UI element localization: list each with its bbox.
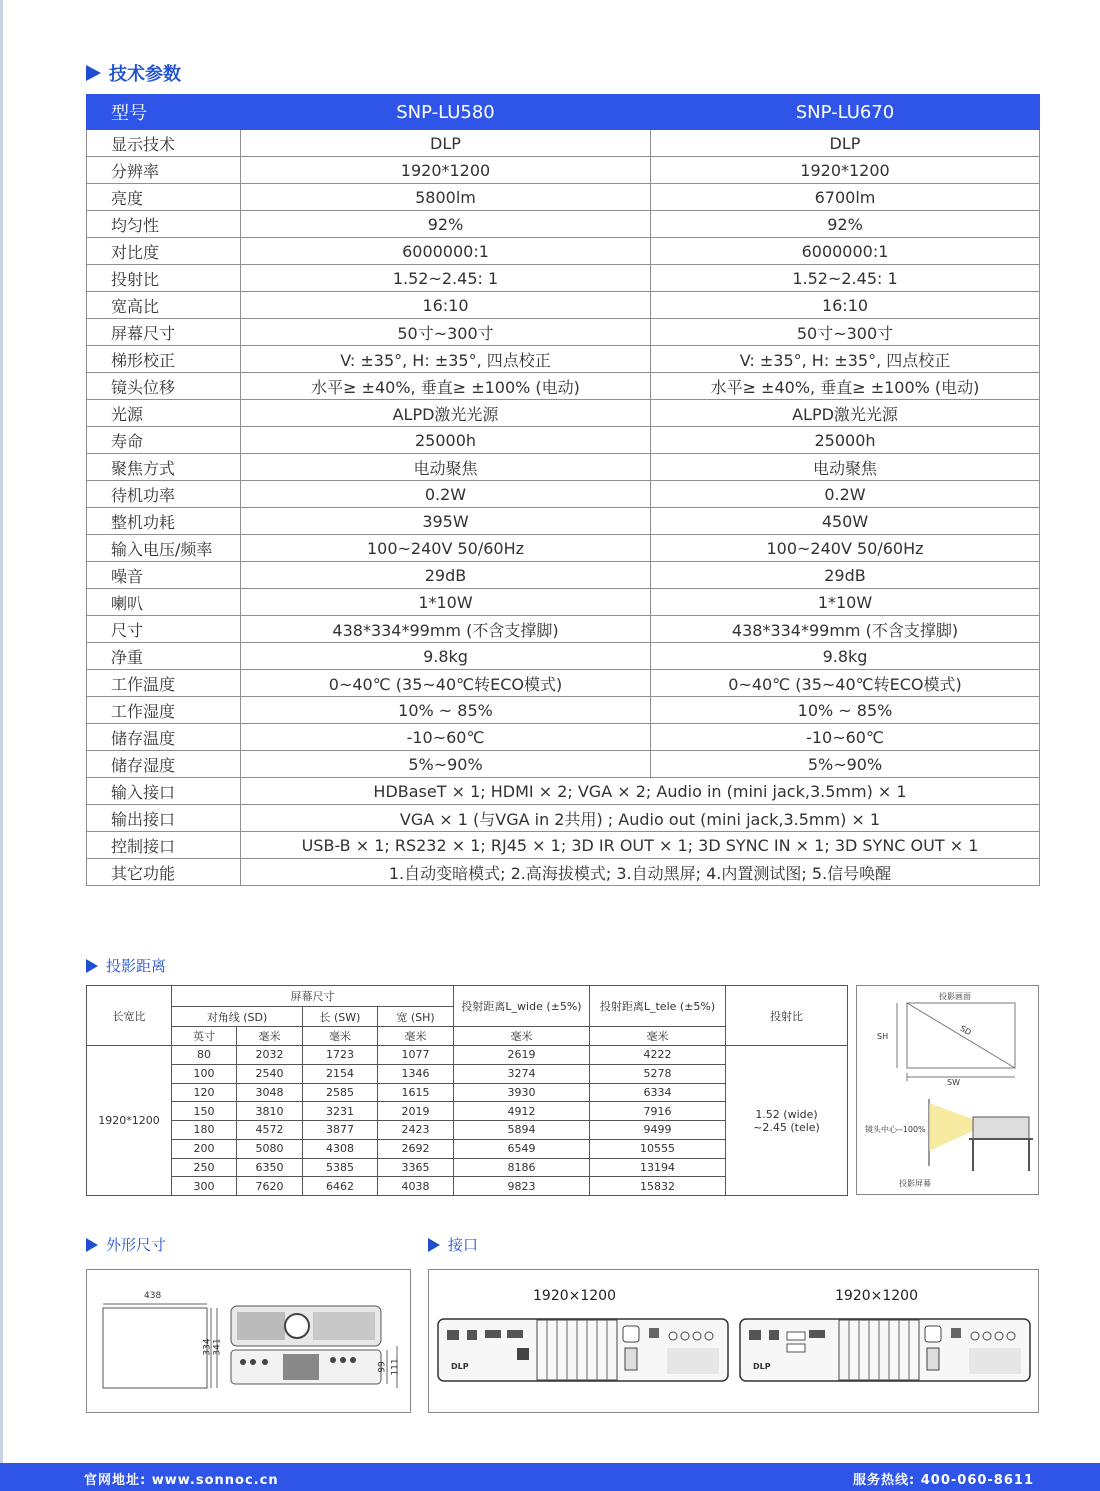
spec-value-merged: 1.自动变暗模式; 2.高海拔模式; 3.自动黑屏; 4.内置测试图; 5.信号唤醒: [241, 859, 1040, 886]
section-title-specs-text: 技术参数: [109, 64, 181, 85]
dist-ratio-line1: 1.52 (wide): [755, 1107, 818, 1121]
dist-sh: 2423: [378, 1121, 454, 1140]
spec-value-b: 5%~90%: [651, 751, 1040, 778]
spec-row: [87, 589, 1040, 616]
spec-value-b: 100~240V 50/60Hz: [651, 535, 1040, 562]
dist-tele: 4222: [590, 1046, 726, 1065]
section-title-dimensions-text: 外形尺寸: [106, 1236, 167, 1254]
diagram-sh-label: SH: [877, 1032, 889, 1041]
header-model-a: SNP-LU580: [241, 95, 651, 130]
spec-row-merged: [87, 859, 1040, 886]
dist-inch: 80: [172, 1046, 237, 1065]
spec-label: 控制接口: [87, 832, 241, 859]
dlp-logo-a: DLP: [451, 1362, 469, 1371]
dist-aspect-value: 1920*1200: [87, 1046, 172, 1196]
spec-value-a: 电动聚焦: [241, 454, 651, 481]
dist-sh: 2019: [378, 1102, 454, 1121]
spec-label: 显示技术: [87, 130, 241, 157]
spec-value-b: 6000000:1: [651, 238, 1040, 265]
spec-label: 输出接口: [87, 805, 241, 832]
interface-res-a: 1920×1200: [533, 1288, 616, 1304]
dist-h-wide: 投射距离L_wide (±5%): [454, 986, 590, 1027]
dist-h-diag: 对角线 (SD): [172, 1007, 303, 1027]
spec-label: 对比度: [87, 238, 241, 265]
dist-sw: 6462: [303, 1177, 378, 1196]
spec-value-b: DLP: [651, 130, 1040, 157]
spec-row: [87, 643, 1040, 670]
spec-label: 宽高比: [87, 292, 241, 319]
spec-row: [87, 157, 1040, 184]
spec-table-header: [87, 95, 1040, 130]
dist-inch: 200: [172, 1139, 237, 1158]
dist-u-mm: 毫米: [454, 1027, 590, 1046]
dist-wide: 6549: [454, 1139, 590, 1158]
spec-label: 其它功能: [87, 859, 241, 886]
spec-label: 输入接口: [87, 778, 241, 805]
arrow-icon: [86, 1238, 98, 1252]
dist-tele: 15832: [590, 1177, 726, 1196]
interface-res-b: 1920×1200: [835, 1288, 918, 1304]
dist-ratio-value: [726, 1046, 848, 1196]
section-title-distance: [86, 955, 166, 976]
distance-table: [86, 985, 848, 1196]
spec-label: 待机功率: [87, 481, 241, 508]
dist-inch: 150: [172, 1102, 237, 1121]
dist-wide: 8186: [454, 1158, 590, 1177]
spec-value-b: 0~40℃ (35~40℃转ECO模式): [651, 670, 1040, 697]
spec-row: [87, 724, 1040, 751]
dist-h-screen: 屏幕尺寸: [172, 986, 454, 1007]
spec-value-a: 5800lm: [241, 184, 651, 211]
spec-value-b: 92%: [651, 211, 1040, 238]
dist-sh: 3365: [378, 1158, 454, 1177]
spec-value-a: 水平≥ ±40%, 垂直≥ ±100% (电动): [241, 373, 651, 400]
dlp-logo-b: DLP: [753, 1362, 771, 1371]
spec-row: [87, 184, 1040, 211]
dist-mm: 2032: [237, 1046, 303, 1065]
dist-u-inch: 英寸: [172, 1027, 237, 1046]
dist-h-wid: 宽 (SH): [378, 1007, 454, 1027]
dist-inch: 250: [172, 1158, 237, 1177]
dim-depth-label-1: 334: [202, 1338, 213, 1356]
dist-tele: 6334: [590, 1083, 726, 1102]
spec-row: [87, 319, 1040, 346]
dist-mm: 6350: [237, 1158, 303, 1177]
dist-sh: 2692: [378, 1139, 454, 1158]
spec-value-b: 1920*1200: [651, 157, 1040, 184]
dist-tele: 5278: [590, 1064, 726, 1083]
dist-sw: 5385: [303, 1158, 378, 1177]
spec-row: [87, 508, 1040, 535]
dist-sh: 1615: [378, 1083, 454, 1102]
spec-value-b: 25000h: [651, 427, 1040, 454]
spec-row: [87, 427, 1040, 454]
dist-mm: 3048: [237, 1083, 303, 1102]
dist-wide: 2619: [454, 1046, 590, 1065]
spec-label: 亮度: [87, 184, 241, 211]
spec-row: [87, 454, 1040, 481]
section-title-dimensions: [86, 1234, 166, 1255]
dist-sw: 2585: [303, 1083, 378, 1102]
rear-panel-b: [739, 1318, 1031, 1382]
dist-tele: 9499: [590, 1121, 726, 1140]
spec-value-b: 438*334*99mm (不含支撑脚): [651, 616, 1040, 643]
diagram-sw-label: SW: [947, 1078, 960, 1087]
spec-value-merged: HDBaseT × 1; HDMI × 2; VGA × 2; Audio in (mini jack,3.5mm) × 1: [241, 778, 1040, 805]
spec-value-a: 29dB: [241, 562, 651, 589]
spec-value-a: 25000h: [241, 427, 651, 454]
diagram-bottom-label: 投影屏幕: [899, 1179, 931, 1188]
dist-tele: 10555: [590, 1139, 726, 1158]
diagram-top-label: 投影画面: [939, 992, 971, 1001]
page-edge: [0, 0, 3, 1491]
spec-label: 工作温度: [87, 670, 241, 697]
spec-label: 均匀性: [87, 211, 241, 238]
spec-row-merged: [87, 805, 1040, 832]
spec-value-b: 1*10W: [651, 589, 1040, 616]
spec-table: [86, 94, 1040, 886]
diagram-sd-label: SD: [958, 1023, 973, 1038]
spec-label: 净重: [87, 643, 241, 670]
dist-mm: 5080: [237, 1139, 303, 1158]
dist-ratio-line2: ~2.45 (tele): [753, 1120, 820, 1134]
footer-hotline: 服务热线: 400-060-8611: [853, 1473, 1034, 1488]
spec-value-b: 6700lm: [651, 184, 1040, 211]
spec-label: 工作湿度: [87, 697, 241, 724]
spec-label: 梯形校正: [87, 346, 241, 373]
spec-value-a: 92%: [241, 211, 651, 238]
spec-value-b: 10% ~ 85%: [651, 697, 1040, 724]
spec-value-a: DLP: [241, 130, 651, 157]
spec-label: 喇叭: [87, 589, 241, 616]
spec-value-b: 1.52~2.45: 1: [651, 265, 1040, 292]
spec-row: [87, 670, 1040, 697]
dist-u-mm: 毫米: [237, 1027, 303, 1046]
spec-row: [87, 481, 1040, 508]
spec-value-a: 0~40℃ (35~40℃转ECO模式): [241, 670, 651, 697]
dist-wide: 3274: [454, 1064, 590, 1083]
throw-diagram: [856, 985, 1039, 1195]
dist-tele: 13194: [590, 1158, 726, 1177]
spec-label: 储存湿度: [87, 751, 241, 778]
spec-label: 镜头位移: [87, 373, 241, 400]
spec-value-b: 29dB: [651, 562, 1040, 589]
spec-row: [87, 535, 1040, 562]
projector-setup-diagram: [857, 1091, 1040, 1181]
dist-sw: 3877: [303, 1121, 378, 1140]
dist-sw: 4308: [303, 1139, 378, 1158]
dist-inch: 300: [172, 1177, 237, 1196]
dist-u-mm: 毫米: [590, 1027, 726, 1046]
dist-h-len: 长 (SW): [303, 1007, 378, 1027]
spec-label: 光源: [87, 400, 241, 427]
arrow-icon: [428, 1238, 440, 1252]
dist-wide: 5894: [454, 1121, 590, 1140]
dim-depth-label-2: 341: [212, 1338, 223, 1356]
dimensions-box: [86, 1269, 411, 1413]
spec-value-a: -10~60℃: [241, 724, 651, 751]
spec-value-a: 100~240V 50/60Hz: [241, 535, 651, 562]
footer-bar: [0, 1463, 1100, 1491]
dist-tele: 7916: [590, 1102, 726, 1121]
interfaces-box: [428, 1269, 1039, 1413]
spec-row: [87, 751, 1040, 778]
spec-row: [87, 373, 1040, 400]
spec-label: 尺寸: [87, 616, 241, 643]
spec-label: 屏幕尺寸: [87, 319, 241, 346]
spec-row: [87, 562, 1040, 589]
dist-inch: 120: [172, 1083, 237, 1102]
dist-u-mm: 毫米: [378, 1027, 454, 1046]
footer-website: 官网地址: www.sonnoc.cn: [84, 1473, 279, 1488]
dist-mm: 2540: [237, 1064, 303, 1083]
spec-row: [87, 346, 1040, 373]
spec-value-a: 1920*1200: [241, 157, 651, 184]
arrow-icon: [86, 959, 98, 973]
spec-row: [87, 265, 1040, 292]
spec-row-merged: [87, 832, 1040, 859]
rear-panel-a: [437, 1318, 729, 1382]
spec-label: 聚焦方式: [87, 454, 241, 481]
spec-value-a: 6000000:1: [241, 238, 651, 265]
spec-label: 寿命: [87, 427, 241, 454]
spec-value-b: 50寸~300寸: [651, 319, 1040, 346]
dist-sw: 3231: [303, 1102, 378, 1121]
spec-value-a: 5%~90%: [241, 751, 651, 778]
dist-sw: 1723: [303, 1046, 378, 1065]
dim-width-label: 438: [144, 1291, 162, 1301]
spec-label: 分辨率: [87, 157, 241, 184]
spec-label: 整机功耗: [87, 508, 241, 535]
spec-value-b: V: ±35°, H: ±35°, 四点校正: [651, 346, 1040, 373]
spec-row: [87, 697, 1040, 724]
distance-row: [87, 1046, 848, 1065]
dist-h-aspect: 长宽比: [87, 986, 172, 1046]
section-title-interfaces: [428, 1234, 478, 1255]
dist-mm: 4572: [237, 1121, 303, 1140]
dist-sh: 1346: [378, 1064, 454, 1083]
dim-height-label-1: 99: [377, 1361, 388, 1373]
dist-h-tele: 投射距离L_tele (±5%): [590, 986, 726, 1027]
spec-value-a: 0.2W: [241, 481, 651, 508]
section-title-distance-text: 投影距离: [106, 957, 167, 975]
spec-label: 储存温度: [87, 724, 241, 751]
spec-value-a: 395W: [241, 508, 651, 535]
spec-value-b: 水平≥ ±40%, 垂直≥ ±100% (电动): [651, 373, 1040, 400]
dist-wide: 4912: [454, 1102, 590, 1121]
spec-value-a: V: ±35°, H: ±35°, 四点校正: [241, 346, 651, 373]
section-title-interfaces-text: 接口: [448, 1236, 479, 1254]
spec-value-a: 1*10W: [241, 589, 651, 616]
spec-row: [87, 211, 1040, 238]
dist-u-mm: 毫米: [303, 1027, 378, 1046]
spec-value-b: ALPD激光光源: [651, 400, 1040, 427]
dist-sw: 2154: [303, 1064, 378, 1083]
spec-value-a: 10% ~ 85%: [241, 697, 651, 724]
spec-value-a: 438*334*99mm (不含支撑脚): [241, 616, 651, 643]
spec-value-b: 16:10: [651, 292, 1040, 319]
dist-inch: 180: [172, 1121, 237, 1140]
dist-mm: 7620: [237, 1177, 303, 1196]
dist-sh: 4038: [378, 1177, 454, 1196]
spec-value-b: 450W: [651, 508, 1040, 535]
spec-row: [87, 238, 1040, 265]
spec-value-a: ALPD激光光源: [241, 400, 651, 427]
spec-value-b: 电动聚焦: [651, 454, 1040, 481]
spec-value-b: 9.8kg: [651, 643, 1040, 670]
spec-value-a: 50寸~300寸: [241, 319, 651, 346]
dist-inch: 100: [172, 1064, 237, 1083]
section-title-specs: [86, 60, 181, 86]
header-model-label: 型号: [87, 95, 241, 130]
spec-value-merged: USB-B × 1; RS232 × 1; RJ45 × 1; 3D IR OUT × 1; 3D SYNC IN × 1; 3D SYNC OUT × 1: [241, 832, 1040, 859]
spec-row: [87, 616, 1040, 643]
spec-value-merged: VGA × 1 (与VGA in 2共用) ; Audio out (mini jack,3.5mm) × 1: [241, 805, 1040, 832]
dist-mm: 3810: [237, 1102, 303, 1121]
dist-sh: 1077: [378, 1046, 454, 1065]
dist-wide: 9823: [454, 1177, 590, 1196]
spec-value-a: 9.8kg: [241, 643, 651, 670]
spec-row: [87, 130, 1040, 157]
diagram-lens-label: 镜头中心--100%: [865, 1125, 926, 1134]
spec-label: 输入电压/频率: [87, 535, 241, 562]
header-model-b: SNP-LU670: [651, 95, 1040, 130]
arrow-icon: [86, 65, 101, 81]
spec-label: 噪音: [87, 562, 241, 589]
spec-row: [87, 400, 1040, 427]
dist-h-ratio: 投射比: [726, 986, 848, 1046]
dim-height-label-2: 111: [390, 1358, 401, 1376]
spec-value-a: 1.52~2.45: 1: [241, 265, 651, 292]
dist-wide: 3930: [454, 1083, 590, 1102]
spec-value-a: 16:10: [241, 292, 651, 319]
spec-row: [87, 292, 1040, 319]
dimension-drawing: [87, 1270, 412, 1414]
spec-row-merged: [87, 778, 1040, 805]
spec-value-b: -10~60℃: [651, 724, 1040, 751]
spec-label: 投射比: [87, 265, 241, 292]
spec-value-b: 0.2W: [651, 481, 1040, 508]
